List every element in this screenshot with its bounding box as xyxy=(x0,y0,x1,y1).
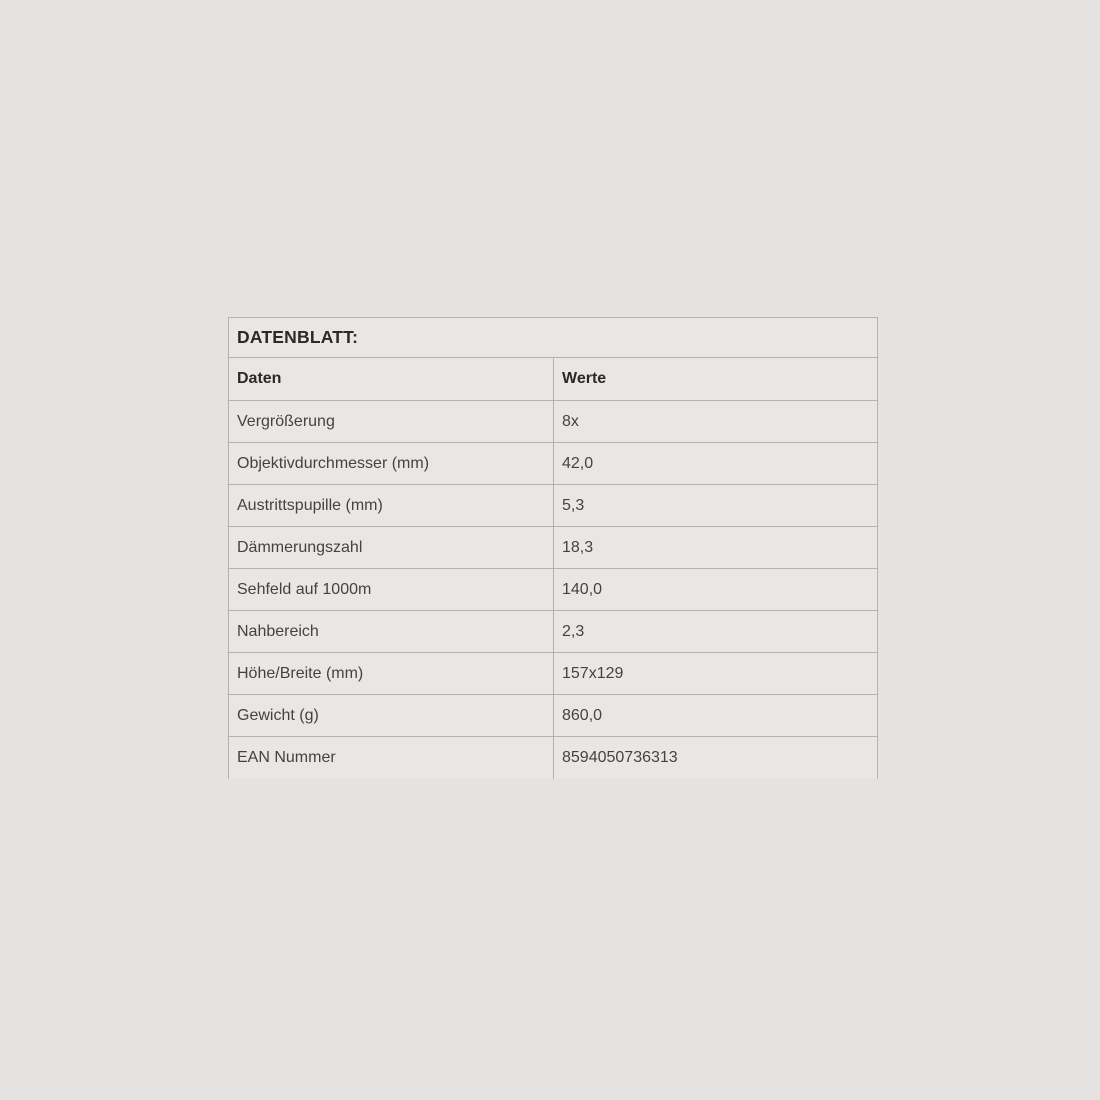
table-row xyxy=(229,569,877,611)
table-row xyxy=(229,737,877,779)
row-label: EAN Nummer xyxy=(229,737,554,779)
table-header-row xyxy=(229,358,877,401)
column-header-daten: Daten xyxy=(229,358,554,400)
table-row xyxy=(229,653,877,695)
row-value: 42,0 xyxy=(562,454,594,472)
row-value: 157x129 xyxy=(562,664,624,682)
row-label: Vergrößerung xyxy=(229,401,554,442)
row-value: 140,0 xyxy=(562,580,603,598)
row-label: Austrittspupille (mm) xyxy=(229,485,554,526)
row-value: 8594050736313 xyxy=(562,749,678,766)
table-row xyxy=(229,401,877,443)
row-value: 2,3 xyxy=(562,622,585,640)
datasheet-table xyxy=(228,317,878,779)
row-label: Nahbereich xyxy=(229,611,554,652)
row-value: 860,0 xyxy=(562,706,603,724)
table-row xyxy=(229,695,877,737)
row-label: Gewicht (g) xyxy=(229,695,554,736)
row-label: Höhe/Breite (mm) xyxy=(229,653,554,694)
row-value: 5,3 xyxy=(562,496,585,514)
row-value: 18,3 xyxy=(562,538,594,556)
row-label: Objektivdurchmesser (mm) xyxy=(229,443,554,484)
row-label: Dämmerungszahl xyxy=(229,527,554,568)
column-header-werte: Werte xyxy=(562,370,607,387)
table-body xyxy=(229,401,877,779)
datasheet-title: DATENBLATT: xyxy=(229,318,877,358)
table-row xyxy=(229,611,877,653)
table-row xyxy=(229,443,877,485)
table-row xyxy=(229,485,877,527)
row-label: Sehfeld auf 1000m xyxy=(229,569,554,610)
row-value: 8x xyxy=(562,412,579,430)
table-row xyxy=(229,527,877,569)
